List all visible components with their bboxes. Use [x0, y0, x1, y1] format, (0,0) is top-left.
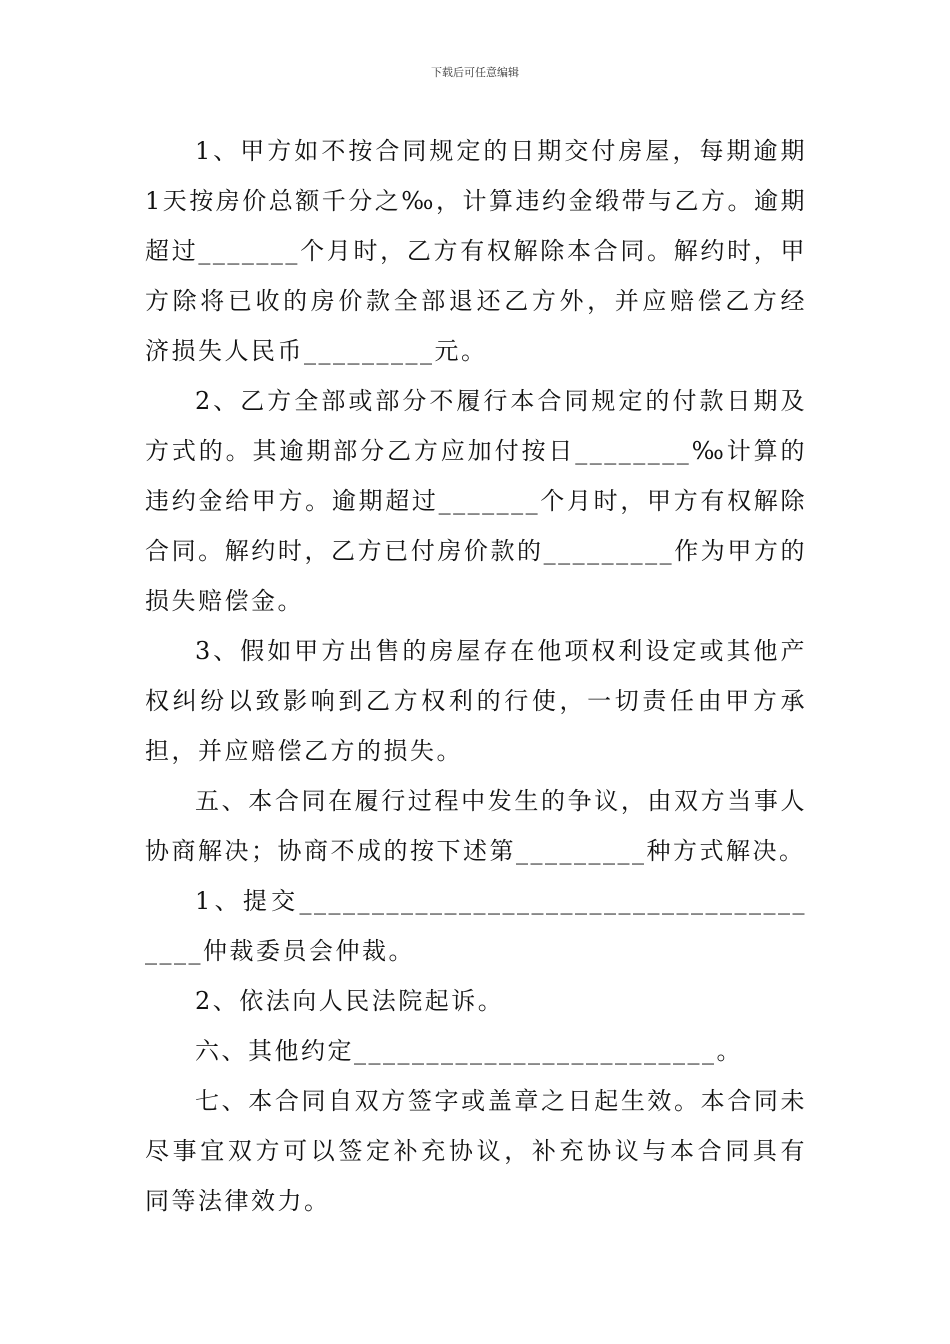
clause-penalty-buyer: 2、乙方全部或部分不履行本合同规定的付款日期及方式的。其逾期部分乙方应加付按日________‰计算的违约金给甲方。逾期超过_______个月时，甲方有权解除合同。解约时，乙方已付房价款的_________作为甲方的损失赔偿金。 — [145, 387, 807, 615]
section-dispute-resolution: 五、本合同在履行过程中发生的争议，由双方当事人协商解决；协商不成的按下述第_________种方式解决。 — [145, 787, 807, 865]
document-body — [145, 126, 807, 1226]
section-other-agreements: 六、其他约定_________________________。 — [195, 1037, 743, 1065]
page-header: 下载后可任意编辑 — [431, 66, 519, 79]
clause-penalty-seller: 1、甲方如不按合同规定的日期交付房屋，每期逾期1天按房价总额千分之‰，计算违约金缎带与乙方。逾期超过_______个月时，乙方有权解除本合同。解约时，甲方除将已收的房价款全部退还乙方外，并应赔偿乙方经济损失人民币_________元。 — [145, 137, 807, 365]
section-effectiveness: 七、本合同自双方签字或盖章之日起生效。本合同未尽事宜双方可以签定补充协议，补充协议与本合同具有同等法律效力。 — [145, 1087, 807, 1215]
clause-property-rights: 3、假如甲方出售的房屋存在他项权利设定或其他产权纠纷以致影响到乙方权利的行使，一切责任由甲方承担，并应赔偿乙方的损失。 — [145, 637, 807, 765]
dispute-option-arbitration: 1、提交_______________________________________仲裁委员会仲裁。 — [145, 887, 807, 965]
dispute-option-court: 2、依法向人民法院起诉。 — [195, 987, 505, 1015]
